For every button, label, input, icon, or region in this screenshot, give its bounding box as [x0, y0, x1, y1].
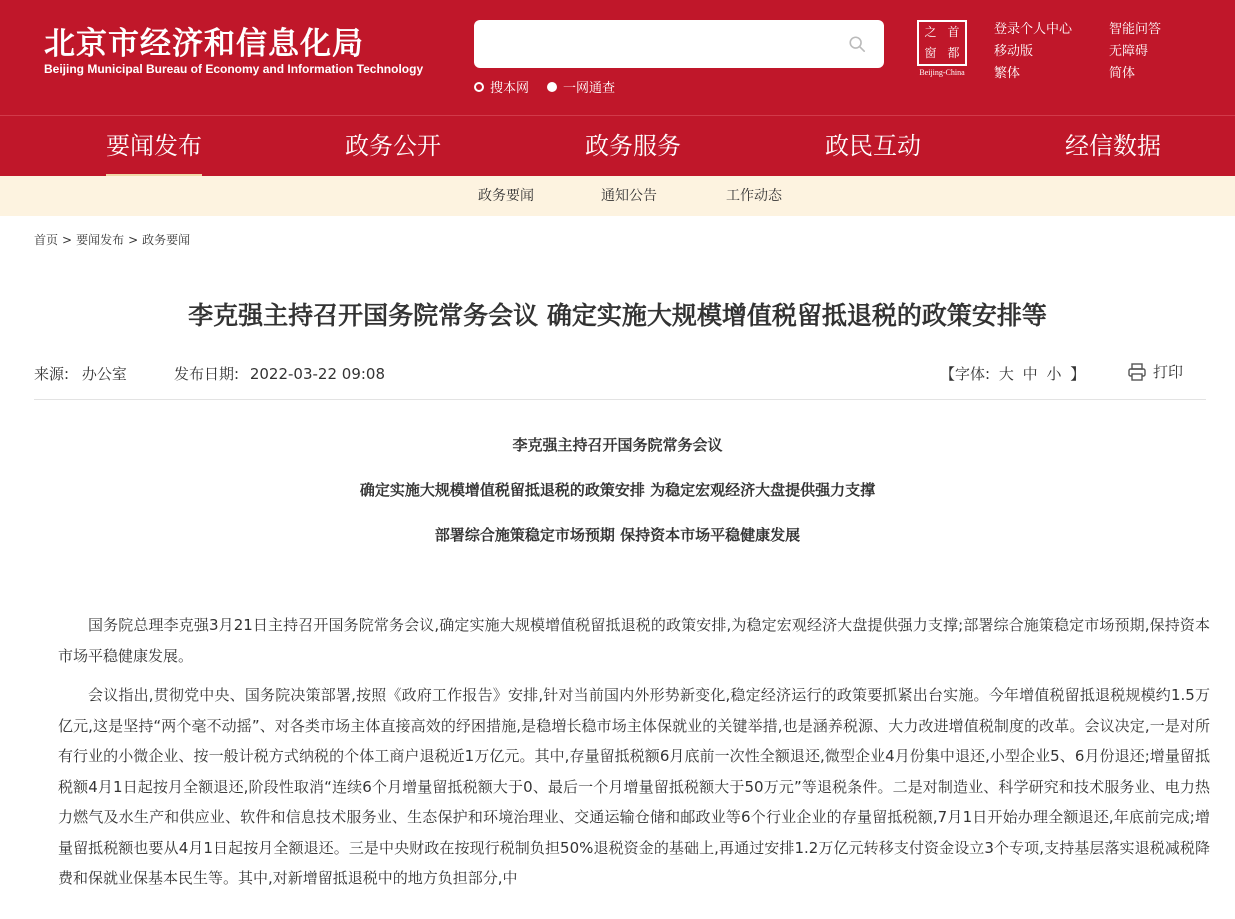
- font-size-small-button[interactable]: 小: [1046, 365, 1062, 383]
- accessibility-link[interactable]: 无障碍: [1109, 44, 1149, 59]
- breadcrumb: [34, 231, 194, 248]
- font-size-medium-button[interactable]: 中: [1022, 365, 1038, 383]
- seal-icon: 之 首 窗 都: [917, 20, 967, 66]
- article-subtitle: 部署综合施策稳定市场预期 保持资本市场平稳健康发展: [434, 526, 801, 544]
- site-logo-subtitle: Beijing Municipal Bureau of Economy and Information Technology: [44, 62, 424, 76]
- nav-item-interaction[interactable]: 政民互动: [825, 132, 921, 160]
- breadcrumb-gov-news[interactable]: 政务要闻: [142, 233, 191, 247]
- article-subtitle: 李克强主持召开国务院常务会议: [512, 436, 723, 454]
- capital-window-seal[interactable]: 之 首 窗 都 Beijing-China: [915, 20, 969, 78]
- print-button[interactable]: 打印: [1127, 361, 1183, 382]
- scope-option-site[interactable]: 搜本网: [474, 77, 529, 96]
- article-body: [58, 610, 1210, 903]
- breadcrumb-separator: >: [62, 233, 73, 247]
- sub-nav: [0, 176, 1235, 216]
- meta-divider: [34, 399, 1206, 400]
- nav-item-gov-affairs-open[interactable]: 政务公开: [345, 132, 441, 160]
- scope-option-all[interactable]: 一网通查: [547, 77, 615, 96]
- traditional-chinese-link[interactable]: 繁体: [994, 66, 1021, 81]
- simplified-chinese-link[interactable]: 简体: [1109, 66, 1136, 81]
- article-paragraph: 会议指出,贯彻党中央、国务院决策部署,按照《政府工作报告》安排,针对当前国内外形势新变化,稳定经济运行的政策要抓紧出台实施。今年增值税留抵退税规模约1.5万亿元,这是坚持“两个毫不动摇”、对各类市场主体直接高效的纾困措施,是稳増长稳市场主体保就业的关键举措,也是涵养税源、大力改进增值税制度的改革。会议决定,一是对所有行业的小微企业、按一般计税方式纳税的个体工商户退税近1万亿元。其中,存量留抵税额6月底前一次性全额退还,微型企业4月份集中退还,小型企业5、6月份退还;增量留抵税额4月1日起按月全额退还,阶段性取消“连续6个月增量留抵税额大于0、最后一个月增量留抵税额大于50万元”等退税条件。二是对制造业、科学研究和技术服务业、电力热力燃气及水生产和供应业、软件和信息技术服务业、生态保护和环境治理业、交通运输仓储和邮政业等6个行业企业的存量留抵税额,7月1日开始办理全额退还,年底前完成;增量留抵税额也要从4月1日起按月全额退还。三是中央财政在按现行税制负担50%退税资金的基础上,再通过安排1.2万亿元转移支付资金设立3个专项,支持基层落实退税减税降费和保就业保基本民生等。其中,对新增留抵退税中的地方负担部分,中: [58, 686, 1210, 887]
- search-input[interactable]: [488, 30, 838, 58]
- sub-nav-work-updates[interactable]: 工作动态: [726, 188, 782, 204]
- nav-item-gov-services[interactable]: 政务服务: [585, 132, 681, 160]
- breadcrumb-separator: >: [128, 233, 139, 247]
- nav-item-news[interactable]: 要闻发布: [106, 116, 202, 177]
- article-source: 来源: 办公室: [34, 365, 127, 383]
- nav-item-data[interactable]: 经信数据: [1065, 132, 1161, 160]
- article-date: 发布日期: 2022-03-22 09:08: [174, 365, 386, 383]
- search-icon[interactable]: [848, 35, 866, 53]
- breadcrumb-home[interactable]: 首页: [34, 233, 59, 247]
- radio-checked-icon: [547, 82, 557, 92]
- article-subtitle: 确定实施大规模增值税留抵退税的政策安排 为稳定宏观经济大盘提供强力支撑: [359, 481, 876, 499]
- site-logo-title[interactable]: 北京市经济和信息化局: [44, 26, 364, 62]
- printer-icon: [1127, 362, 1147, 382]
- sub-nav-notices[interactable]: 通知公告: [601, 188, 657, 204]
- smart-qa-link[interactable]: 智能问答: [1109, 22, 1162, 37]
- mobile-link[interactable]: 移动版: [994, 44, 1034, 59]
- sub-nav-gov-news[interactable]: 政务要闻: [478, 188, 534, 204]
- font-size-large-button[interactable]: 大: [998, 365, 1014, 383]
- article-title: 李克强主持召开国务院常务会议 确定实施大规模增值税留抵退税的政策安排等: [188, 301, 1047, 330]
- main-nav: [0, 115, 1235, 176]
- login-link[interactable]: 登录个人中心: [994, 22, 1073, 37]
- site-header: [0, 0, 1235, 115]
- article-paragraph: 国务院总理李克强3月21日主持召开国务院常务会议,确定实施大规模增值税留抵退税的政策安排,为稳定宏观经济大盘提供强力支撑;部署综合施策稳定市场预期,保持资本市场平稳健康发展。: [58, 616, 1210, 665]
- breadcrumb-news[interactable]: 要闻发布: [76, 233, 125, 247]
- font-size-control: 【字体: 大 中 小 】: [940, 365, 1086, 383]
- radio-unchecked-icon: [474, 82, 484, 92]
- search-box: [474, 20, 884, 68]
